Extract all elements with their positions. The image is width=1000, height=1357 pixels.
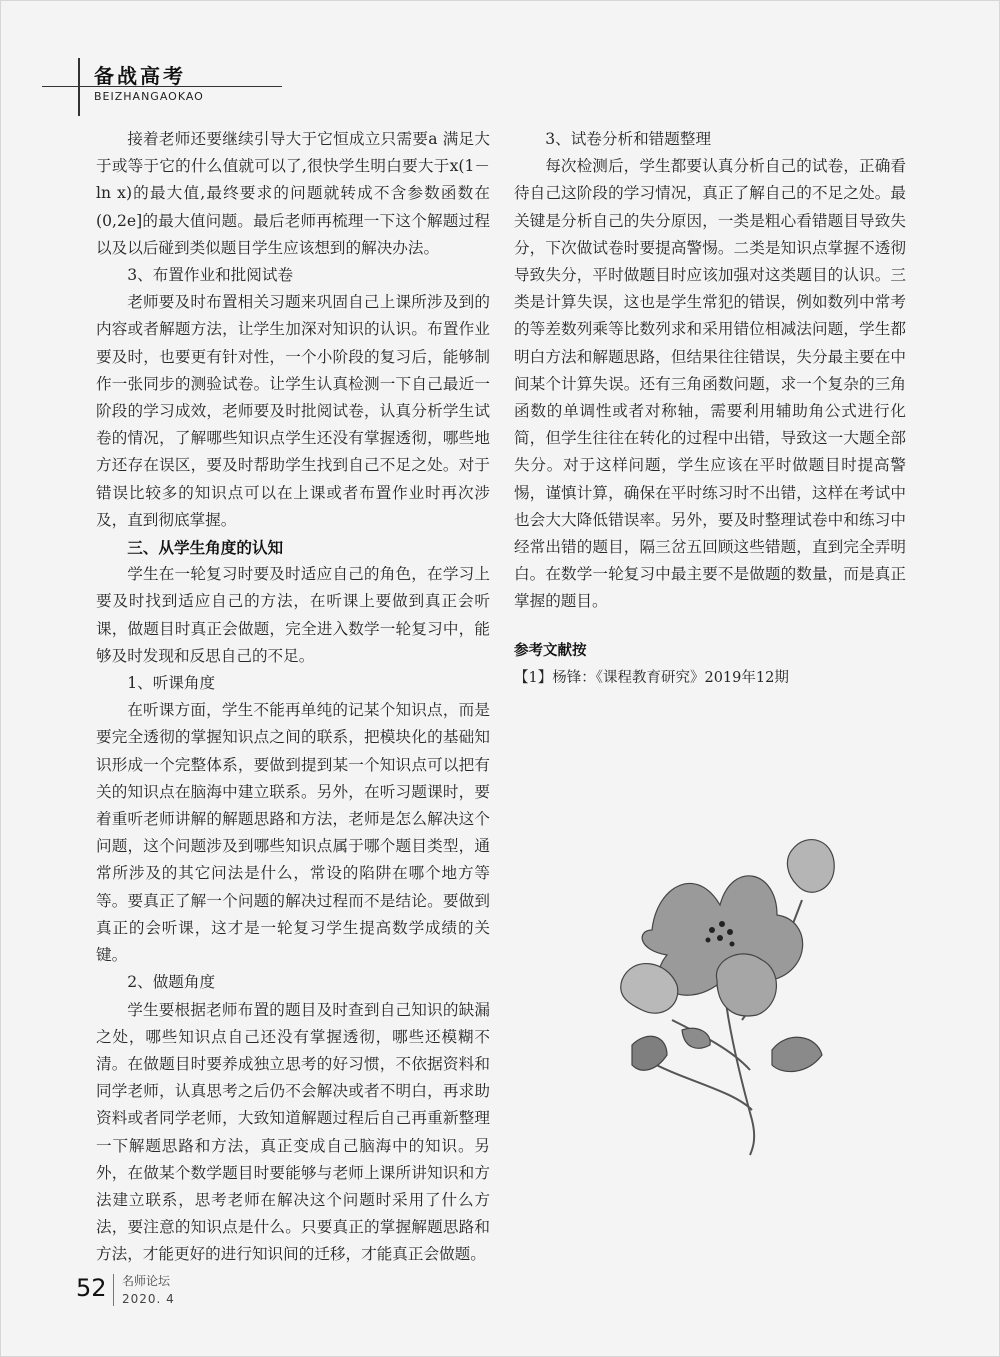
paragraph: 学生要根据老师布置的题目及时查到自己知识的缺漏之处，哪些知识点自己还没有掌握透彻，哪些还模糊不清。在做题目时要养成独立思考的好习惯，不依据资料和同学老师，认真思考之后仍不会解决或者不明白，再求助资料或者同学老师，大致知道解题过程后自己再重新整理一下解题思路和方法，真正变成自己脑海中的知识。另外，在做某个数学题目时要能够与老师上课所讲知识和方法建立联系，思考老师在解决这个问题时采用了什么方法，要注意的知识点是什么。只要真正的掌握解题思路和方法，才能更好的进行知识间的迁移，才能真正会做题。 (96, 1000, 490, 1264)
section-subtitle: BEIZHANGAOKAO (94, 90, 204, 103)
footer-divider (113, 1274, 114, 1306)
paragraph: 学生在一轮复习时要及时适应自己的角色，在学习上要及时找到适应自己的方法，在听课上要做到真正会听课，做题目时真正会做题，完全进入数学一轮复习中，能够及时发现和反思自己的不足。 (96, 565, 490, 665)
subheading: 3、试卷分析和错题整理 (545, 130, 712, 148)
right-column (514, 126, 906, 692)
paragraph: 在听课方面，学生不能再单纯的记某个知识点，而是要完全透彻的掌握知识点之间的联系，把模块化的基础知识形成一个完整体系，要做到提到某一个知识点可以把有关的知识点在脑海中建立联系。另外，在听习题课时，要着重听老师讲解的解题思路和方法，老师是怎么解决这个问题，这个问题涉及到哪些知识点属于哪个题目类型，通常所涉及的其它问法是什么，常设的陷阱在哪个地方等等。要真正了解一个问题的解决过程而不是结论。要做到真正的会听课，这才是一轮复习学生提高数学成绩的关键。 (96, 701, 490, 965)
issue-date: 2020. 4 (122, 1292, 175, 1306)
journal-name: 名师论坛 (122, 1274, 171, 1288)
page-number: 52 (76, 1274, 107, 1302)
subheading: 2、做题角度 (127, 973, 216, 992)
section-heading: 三、从学生角度的认知 (127, 538, 284, 558)
subheading: 1、听课角度 (127, 674, 216, 693)
paragraph: 老师要及时布置相关习题来巩固自己上课所涉及到的内容或者解题方法，让学生加深对知识的认识。布置作业要及时，也要更有针对性，一个小阶段的复习后，能够制作一张同步的测验试卷。让学生认真检测一下自己最近一阶段的学习成效，老师要及时批阅试卷，认真分析学生试卷的情况，了解哪些知识点学生还没有掌握透彻，哪些地方还存在误区，要及时帮助学生找到自己不足之处。对于错误比较多的知识点可以在上课或者布置作业时再次涉及，直到彻底掌握。 (96, 293, 490, 529)
flower-illustration-icon (612, 820, 862, 1160)
left-column (96, 126, 490, 1269)
section-title: 备战高考 (94, 64, 186, 88)
subheading: 3、布置作业和批阅试卷 (127, 266, 294, 285)
header-vertical-rule (78, 58, 80, 116)
paragraph: 接着老师还要继续引导大于它恒成立只需要a 满足大于或等于它的什么值就可以了,很快学生明白要大于x(1－ln x)的最大值,最终要求的问题就转成不含参数函数在(0,2e]的最大值问题。最后老师再梳理一下这个解题过程以及以后碰到类似题目学生应该想到的解决办法。 (96, 130, 490, 257)
paragraph: 每次检测后，学生都要认真分析自己的试卷，正确看待自己这阶段的学习情况，真正了解自己的不足之处。最关键是分析自己的失分原因，一类是粗心看错题目导致失分，下次做试卷时要提高警惕。二类是知识点掌握不透彻导致失分，平时做题目时应该加强对这类题目的认识。三类是计算失误，这也是学生常犯的错误，例如数列中常考的等差数列乘等比数列求和采用错位相减法问题，学生都明白方法和解题思路，但结果往往错误，失分最主要在中间某个计算失误。还有三角函数问题，求一个复杂的三角函数的单调性或者对称轴，需要利用辅助角公式进行化简，但学生往往在转化的过程中出错，导致这一大题全部失分。对于这样问题，学生应该在平时做题目时提高警惕，谨慎计算，确保在平时练习时不出错，这样在考试中也会大大降低错误率。另外，要及时整理试卷中和练习中经常出错的题目，隔三岔五回顾这些错题，直到完全弄明白。在数学一轮复习中最主要不是做题的数量，而是真正掌握的题目。 (514, 157, 906, 611)
reference-item: 【1】杨锋：《课程教育研究》2019年12期 (514, 669, 789, 686)
references-title: 参考文献按 (514, 642, 587, 659)
